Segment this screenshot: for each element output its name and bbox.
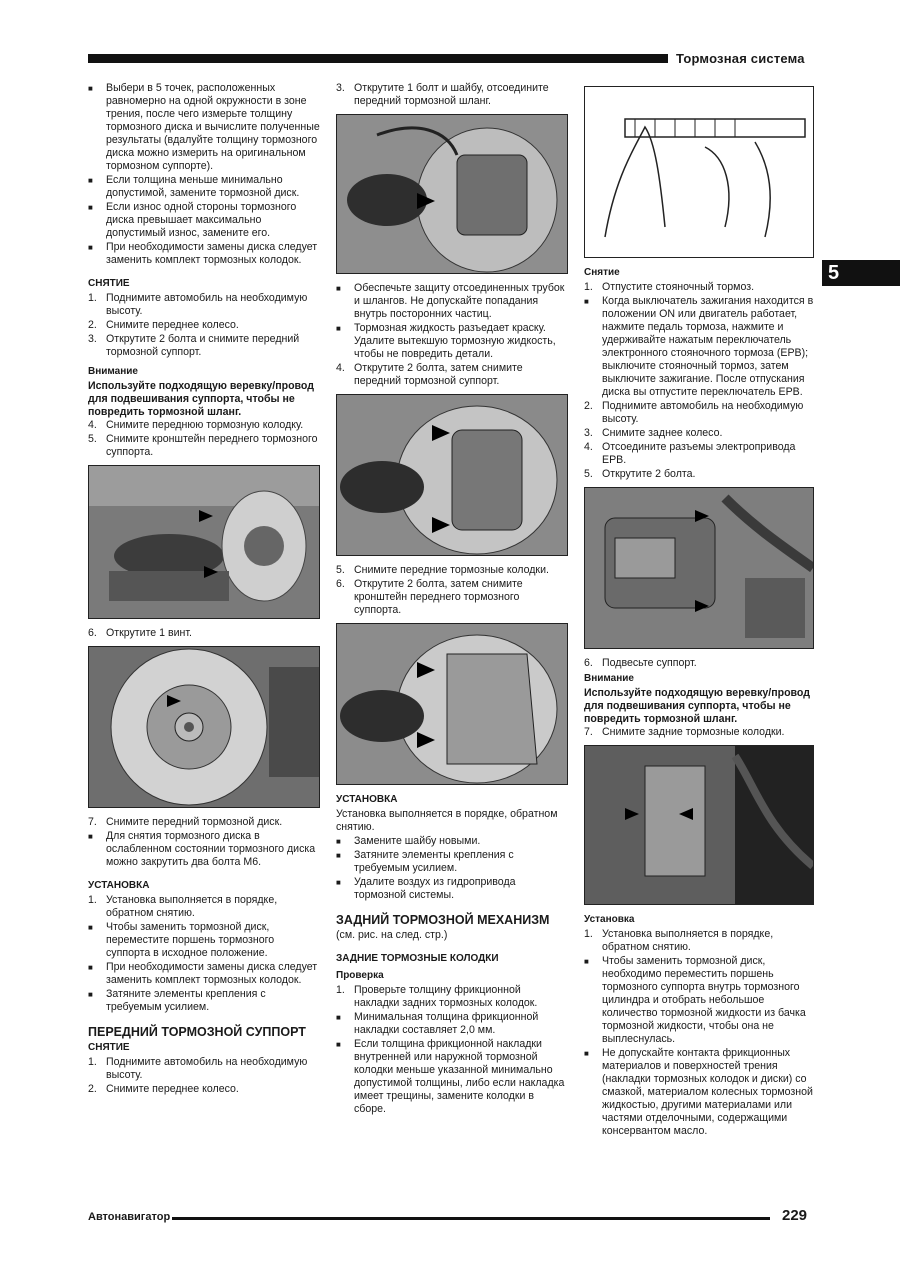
list-item: ■ Обеспечьте защиту отсоединенных трубок и шлангов. Не допускайте попадания внутрь посторонних частиц.: [336, 282, 568, 321]
section-heading: ЗАДНИЙ ТОРМОЗНОЙ МЕХАНИЗМ: [336, 913, 550, 927]
subheading-check: Проверка: [336, 970, 384, 981]
subheading-install: УСТАНОВКА: [336, 794, 398, 805]
step-item: 5. Открутите 2 болта.: [584, 468, 696, 480]
step-item: 1. Отпустите стояночный тормоз.: [584, 281, 755, 293]
subheading-install: УСТАНОВКА: [88, 880, 150, 891]
photo-caliper-bracket: [336, 623, 568, 785]
step-item: 6. Открутите 2 болта, затем снимите кронштейн переднего тормозного суппорта.: [336, 578, 523, 616]
photo-brake-disc: [88, 646, 320, 808]
list-item: ■ Если толщина фрикционной накладки внутренней или наружной тормозной колодки меньше указанной минимально допустимой толщины, либо если накладка имеет трещины, замените колодки в сборе.: [336, 1038, 568, 1116]
column-1: [88, 82, 320, 1097]
list-item: ■ Затяните элементы крепления с требуемым усилием.: [336, 849, 568, 875]
photo-rear-caliper: [584, 487, 814, 649]
page-header-title: Тормозная система: [676, 51, 805, 66]
section-heading: ПЕРЕДНИЙ ТОРМОЗНОЙ СУППОРТ: [88, 1025, 306, 1039]
step-item: 4. Отсоедините разъемы электропривода EPB.: [584, 441, 796, 466]
page-number: 229: [782, 1207, 808, 1224]
step-item: 1. Поднимите автомобиль на необходимую высоту.: [88, 1056, 308, 1081]
list-item: ■ Если износ одной стороны тормозного диска превышает максимально допустимый износ, замените его.: [88, 201, 320, 240]
list-item: ■ Выбери в 5 точек, расположенных равномерно на одной окружности в зоне трения, после чего измерьте толщину тормозного диска и вычислите полученные результаты (вдалуйте толщину тормозного диска можно измерить на оригинальном тормозном суппорте).: [88, 82, 320, 173]
step-item: 6. Открутите 1 винт.: [88, 627, 192, 639]
subheading-install: Установка: [584, 914, 635, 925]
photo-front-suspension: [88, 465, 320, 619]
header-rule: [88, 54, 668, 63]
column-2: [336, 82, 568, 1117]
list-item: ■ Удалите воздух из гидропривода тормозной системы.: [336, 876, 568, 902]
photo-front-caliper: [336, 394, 568, 556]
subheading-removal: СНЯТИЕ: [88, 1042, 130, 1053]
illustration-measuring-pad: [584, 86, 814, 258]
list-item: ■ При необходимости замены диска следует заменить комплект тормозных колодок.: [88, 241, 320, 267]
step-item: 5. Снимите кронштейн переднего тормозного суппорта.: [88, 433, 318, 458]
attention-text: Используйте подходящую веревку/провод для подвешивания суппорта, чтобы не повредить тормозной шланг.: [88, 380, 314, 418]
section-note: (см. рис. на след. стр.): [336, 929, 448, 941]
list-item: ■ Чтобы заменить тормозной диск, необходимо переместить поршень тормозного суппорта внутрь тормозного цилиндра и отобрать небольшое количество тормозной жидкости из бачка тормозной жидкости, чтобы она не выплеснулась.: [584, 955, 816, 1046]
subheading-removal: СНЯТИЕ: [88, 278, 130, 289]
photo-rear-pads: [584, 745, 814, 905]
step-item: 7. Снимите задние тормозные колодки.: [584, 726, 785, 738]
step-item: 2. Снимите переднее колесо.: [88, 319, 239, 331]
list-item: ■ Когда выключатель зажигания находится в положении ON или двигатель работает, нажмите педаль тормоза, нажмите и удерживайте нажатым переключатель электронного стояночного тормоза (EPB); выключите стояночный тормоз, затем выключите зажигание. После отпускания диска вы отпустите переключатель EPB.: [584, 295, 816, 399]
footer-publisher: Автонавигатор: [88, 1211, 171, 1223]
step-item: 1. Поднимите автомобиль на необходимую высоту.: [88, 292, 308, 317]
list-item: ■ Минимальная толщина фрикционной накладки составляет 2,0 мм.: [336, 1011, 568, 1037]
subheading: ЗАДНИЕ ТОРМОЗНЫЕ КОЛОДКИ: [336, 953, 499, 964]
column-3: [584, 82, 816, 1139]
step-item: 5. Снимите передние тормозные колодки.: [336, 564, 549, 576]
step-item: 4. Снимите переднюю тормозную колодку.: [88, 419, 304, 431]
list-item: ■ Чтобы заменить тормозной диск, переместите поршень тормозного суппорта в исходное положение.: [88, 921, 320, 960]
list-item: ■ Тормозная жидкость разъедает краску. Удалите вытекшую тормозную жидкость, чтобы не повредить детали.: [336, 322, 568, 361]
list-item: ■ При необходимости замены диска следует заменить комплект тормозных колодок.: [88, 961, 320, 987]
list-item: ■ Замените шайбу новыми.: [336, 835, 568, 848]
list-item: ■ Если толщина меньше минимально допустимой, замените тормозной диск.: [88, 174, 320, 200]
step-item: 2. Поднимите автомобиль на необходимую высоту.: [584, 400, 804, 425]
list-item: ■ Не допускайте контакта фрикционных материалов и поверхностей трения (накладки тормозных колодок и диски) со смазкой, материалом колесных тормозной жидкостью, другими материалами или частями отделочными, содержащими консервантом масло.: [584, 1047, 816, 1138]
install-text: Установка выполняется в порядке, обратном снятию.: [336, 808, 558, 833]
step-item: 6. Подвесьте суппорт.: [584, 657, 697, 669]
attention-heading: Внимание: [584, 673, 634, 684]
step-item: 1. Проверьте толщину фрикционной накладки задних тормозных колодок.: [336, 984, 538, 1009]
photo-brake-hose: [336, 114, 568, 274]
step-item: 2. Снимите переднее колесо.: [88, 1083, 239, 1095]
subheading-removal: Снятие: [584, 267, 620, 278]
step-item: 3. Открутите 2 болта и снимите передний тормозной суппорт.: [88, 333, 300, 358]
step-item: 7. Снимите передний тормозной диск.: [88, 816, 283, 828]
step-item: 4. Открутите 2 болта, затем снимите передний тормозной суппорт.: [336, 362, 523, 387]
list-item: ■ Для снятия тормозного диска в ослабленном состоянии тормозного диска можно закрутить два болта М6.: [88, 830, 320, 869]
step-item: 3. Снимите заднее колесо.: [584, 427, 723, 439]
chapter-tab: 5: [822, 260, 900, 286]
step-item: 3. Открутите 1 болт и шайбу, отсоедините передний тормозной шланг.: [336, 82, 549, 107]
step-item: 1. Установка выполняется в порядке, обратном снятию.: [584, 928, 774, 953]
footer-rule: [172, 1217, 770, 1220]
step-item: 1. Установка выполняется в порядке, обратном снятию.: [88, 894, 278, 919]
attention-heading: Внимание: [88, 366, 138, 377]
list-item: ■ Затяните элементы крепления с требуемым усилием.: [88, 988, 320, 1014]
attention-text: Используйте подходящую веревку/провод для подвешивания суппорта, чтобы не повредить тормозной шланг.: [584, 687, 810, 725]
